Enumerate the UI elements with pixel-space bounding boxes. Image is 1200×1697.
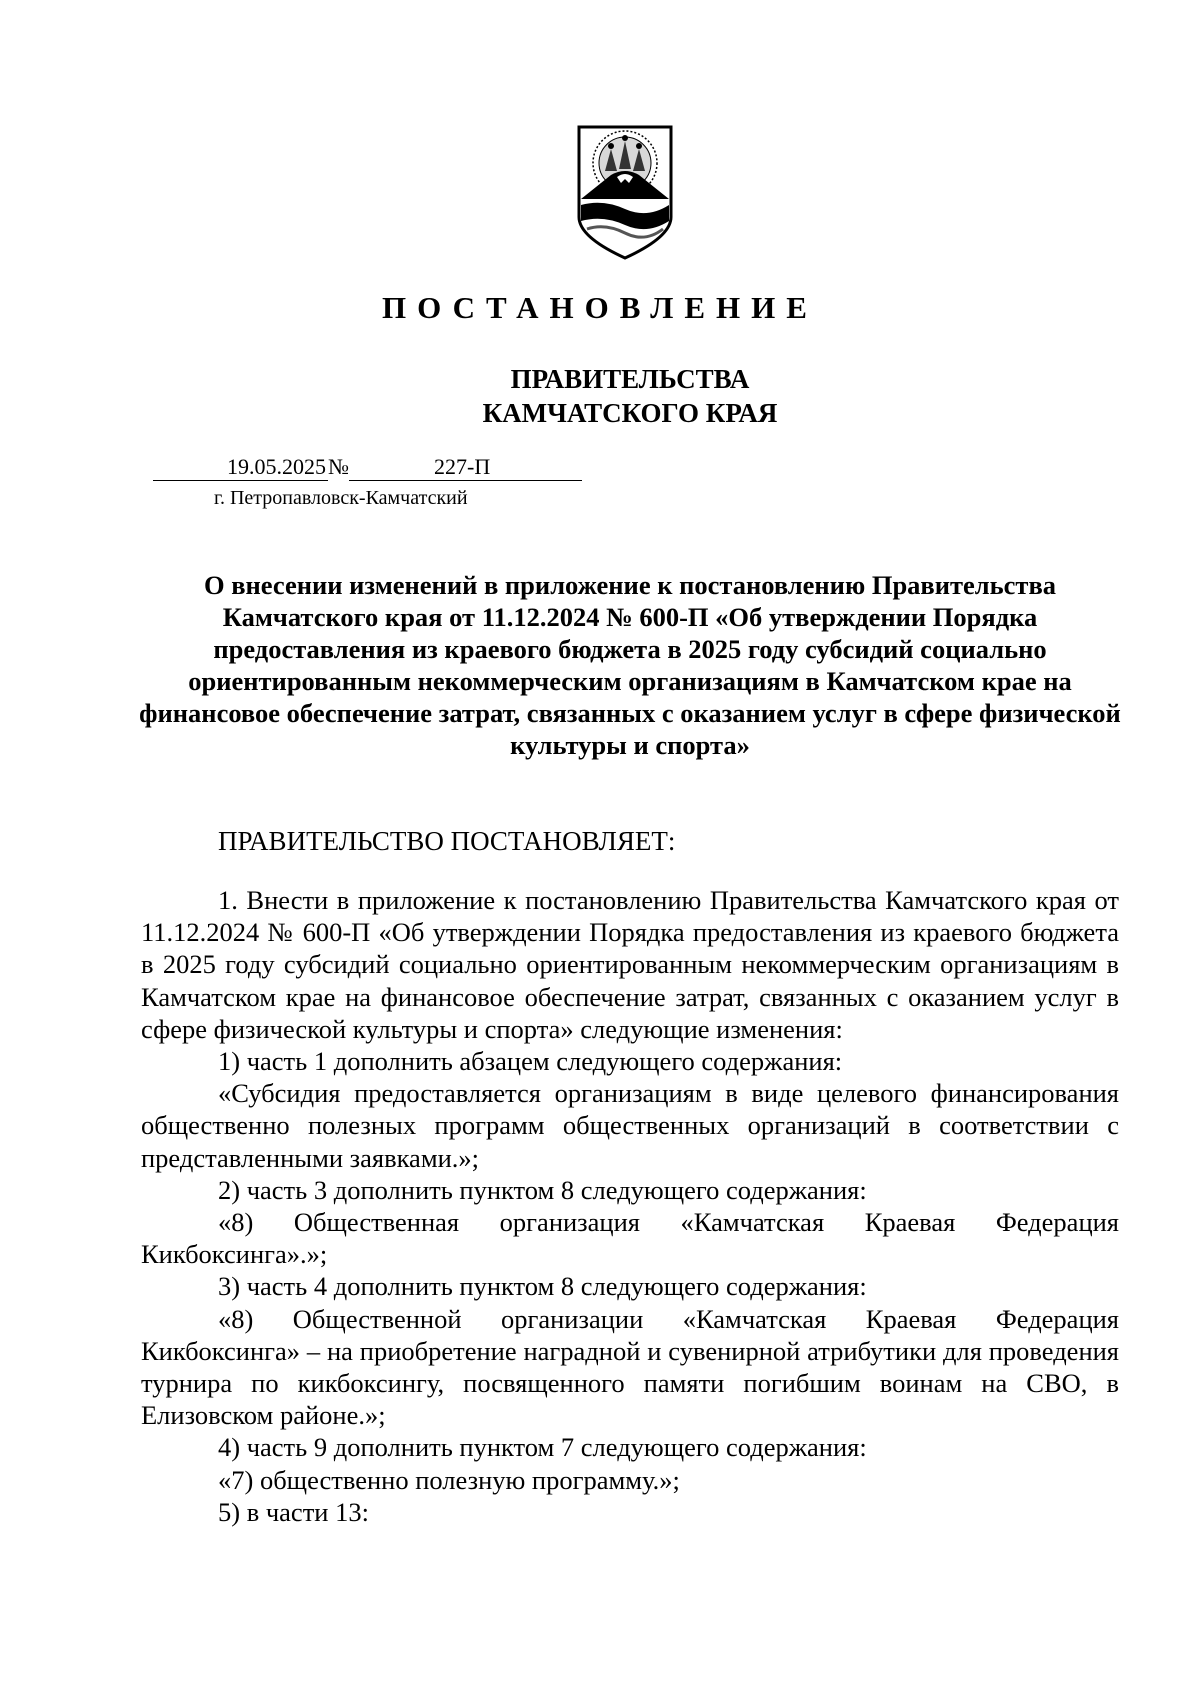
paragraph: «8) Общественная организация «Камчатская Краевая Федерация Кикбоксинга».»; (141, 1207, 1119, 1270)
document-date: 19.05.2025 (153, 454, 328, 481)
paragraph: 3) часть 4 дополнить пунктом 8 следующего содержания: (218, 1271, 867, 1302)
paragraph: 4) часть 9 дополнить пунктом 7 следующего содержания: (218, 1432, 867, 1463)
paragraph: «Субсидия предоставляется организациям в виде целевого финансирования общественно полезных программ общественных организаций в соответствии с представленными заявками.»; (141, 1078, 1119, 1173)
number-sign: № (328, 454, 349, 479)
paragraph: «7) общественно полезную программу.»; (218, 1464, 680, 1495)
paragraph: 2) часть 3 дополнить пунктом 8 следующего содержания: (218, 1174, 867, 1205)
document-number: 227-П (349, 454, 582, 481)
paragraph: 1. Внести в приложение к постановлению Правительства Камчатского края от 11.12.2024 № 600-П «Об утверждении Порядка предоставления из краевого бюджета в 2025 году субсидий социально ориентированным некоммерческим организациям в Камчатском крае на финансовое обеспечение затрат, связанных с оказанием услуг в сфере физической культуры и спорта» следующие изменения: (141, 885, 1119, 1044)
issuer-line-2: КАМЧАТСКОГО КРАЯ (482, 398, 778, 428)
paragraph: 1) часть 1 дополнить абзацем следующего содержания: (218, 1046, 843, 1077)
issuer-line-1: ПРАВИТЕЛЬСТВА (510, 364, 750, 394)
document-title: ПОСТАНОВЛЕНИЕ (382, 290, 818, 325)
document-city: г. Петропавловск-Камчатский (214, 487, 468, 509)
document-meta (153, 454, 582, 481)
document-body (141, 884, 1119, 1528)
paragraph: 5) в части 13: (218, 1496, 369, 1527)
issuer-block (0, 362, 1200, 430)
paragraph: «8) Общественной организации «Камчатская Краевая Федерация Кикбоксинга» – на приобретение наградной и сувенирной атрибутики для проведения турнира по кикбоксингу, посвященного памяти погибшим воинам на СВО, в Елизовском районе.»; (141, 1303, 1119, 1431)
document-subject: О внесении изменений в приложение к постановлению Правительства Камчатского края от 11.12.2024 № 600-П «Об утверждении Порядка предоставления из краевого бюджета в 2025 году субсидий социально ориентированным некоммерческим организациям в Камчатском крае на финансовое обеспечение затрат, связанных с оказанием услуг в сфере физической культуры и спорта» (139, 570, 1121, 760)
decree-heading: ПРАВИТЕЛЬСТВО ПОСТАНОВЛЯЕТ: (218, 826, 676, 856)
coat-of-arms-icon (575, 125, 675, 260)
